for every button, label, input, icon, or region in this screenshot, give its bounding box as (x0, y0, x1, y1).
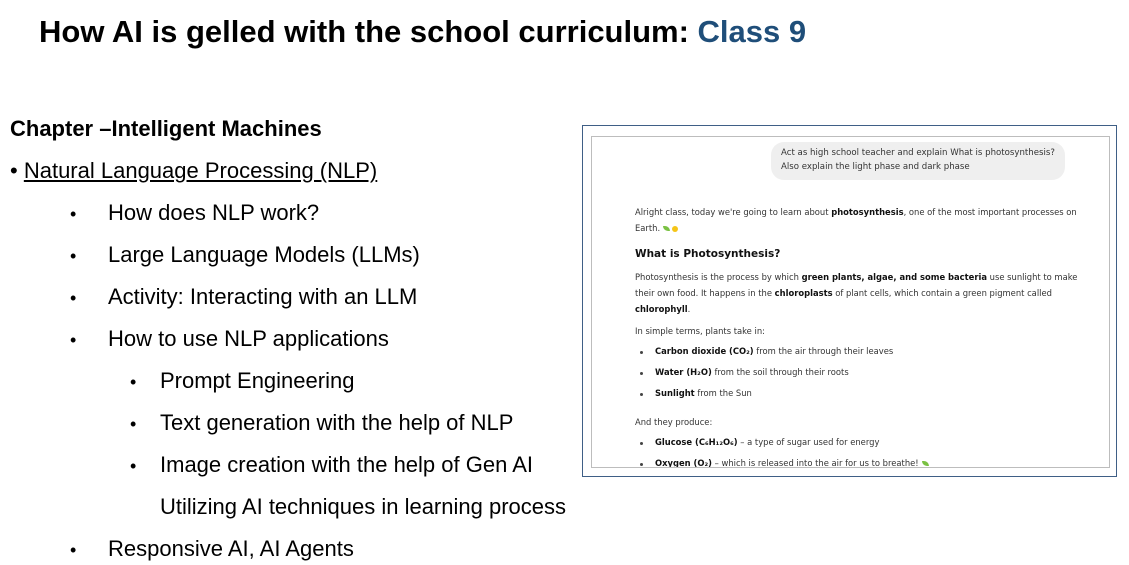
slide-title (39, 14, 806, 50)
topic-bullet: • (10, 158, 24, 183)
title-main: How AI is gelled with the school curriculum: (39, 14, 698, 49)
bullet-dot (640, 372, 643, 375)
sub-list-item: Text generation with the help of NLP (160, 410, 514, 435)
bullet-dot (640, 442, 643, 445)
simple-terms-text: In simple terms, plants take in: (635, 326, 765, 336)
section-heading: What is Photosynthesis? (635, 248, 781, 260)
bullet-dot: • (130, 414, 137, 434)
produce-text: And they produce: (635, 417, 713, 427)
bullet-dot: • (70, 540, 77, 560)
input-item: Carbon dioxide (CO₂) from the air through their leaves (655, 346, 894, 356)
bullet-dot (640, 351, 643, 354)
list-item: Activity: Interacting with an LLM (108, 284, 418, 309)
definition-paragraph: Photosynthesis is the process by which green plants, algae, and some bacteria use sunlight to make their own food. It happens in the chloroplasts of plant cells, which contain a green pigment called chlorophyll. (635, 272, 1078, 314)
seedling-icon (663, 226, 670, 231)
list-item: Responsive AI, AI Agents (108, 536, 354, 561)
sub-list-item: Prompt Engineering (160, 368, 355, 393)
chapter-heading: Chapter –Intelligent Machines (10, 116, 322, 141)
topic-item (10, 158, 377, 184)
prompt-line: Also explain the light phase and dark phase (781, 162, 970, 172)
list-item: Large Language Models (LLMs) (108, 242, 420, 267)
bullet-dot: • (70, 330, 77, 350)
bullet-dot: • (130, 456, 137, 476)
chat-window (591, 136, 1110, 468)
output-item: Glucose (C₆H₁₂O₆) – a type of sugar used for energy (655, 437, 880, 447)
input-item: Sunlight from the Sun (655, 388, 752, 398)
intro-paragraph: Alright class, today we're going to learn about photosynthesis, one of the most important processes on Earth. (635, 207, 1077, 233)
bullet-dot: • (130, 372, 137, 392)
input-item: Water (H₂O) from the soil through their roots (655, 367, 849, 377)
continuation-text: Utilizing AI techniques in learning process (160, 494, 567, 519)
bullet-dot: • (70, 246, 77, 266)
title-accent: Class 9 (697, 14, 807, 49)
chat-screenshot (582, 125, 1117, 477)
list-item: How does NLP work? (108, 200, 320, 225)
topic-label: Natural Language Processing (NLP) (23, 158, 378, 183)
sun-icon (672, 226, 678, 232)
list-item: How to use NLP applications (108, 326, 389, 351)
bullet-dot: • (70, 204, 77, 224)
leaf-icon (922, 461, 929, 466)
bullet-dot: • (70, 288, 77, 308)
sub-list-item: Image creation with the help of Gen AI (160, 452, 534, 477)
user-prompt-bubble (771, 142, 1065, 180)
output-item: Oxygen (O₂) – which is released into the air for us to breathe! (655, 458, 929, 468)
prompt-line: Act as high school teacher and explain What is photosynthesis? (781, 148, 1055, 158)
bullet-dot (640, 463, 643, 466)
bullet-dot (640, 393, 643, 396)
